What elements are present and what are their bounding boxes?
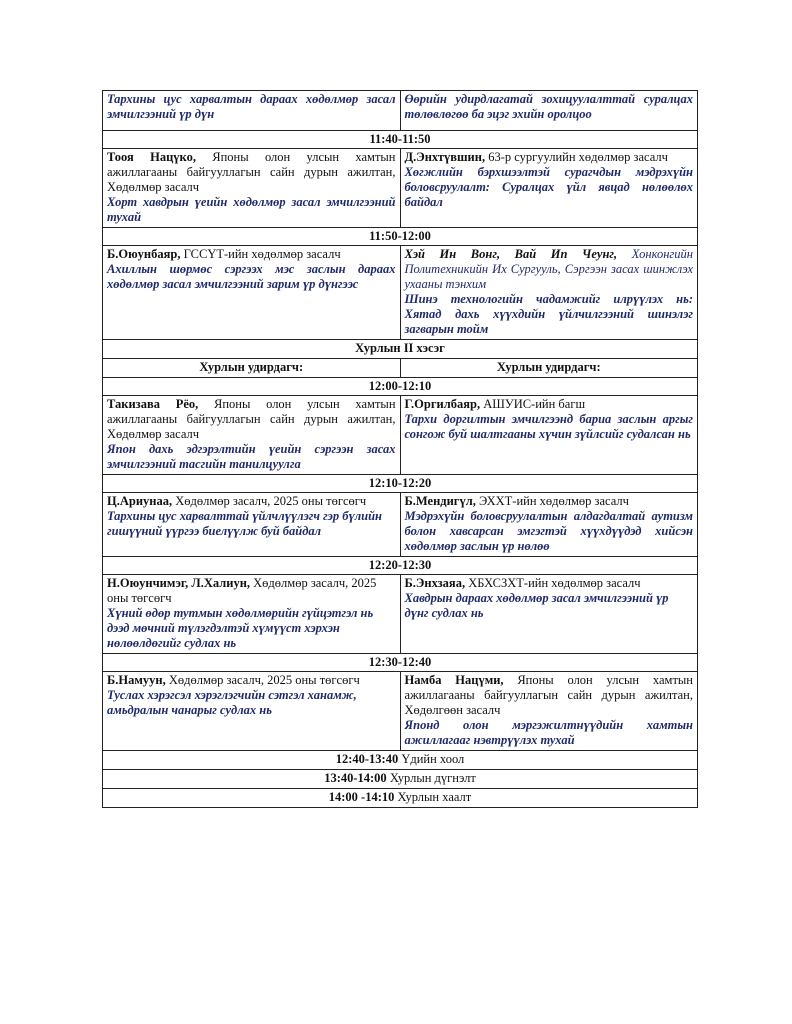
session-cell-right [400,493,698,557]
session-cell-left [103,396,401,475]
speaker-affiliation: Хөдөлмөр засалч, 2025 оны төгсөгч [107,576,377,605]
talk-topic: Туслах хэрэгсэл хэрэглэгчийн сэтгэл ханамж, амьдралын чанарыг судлах нь [107,688,357,717]
time-slot-row [103,378,698,396]
speaker-name: Ц.Ариунаа, [107,494,173,508]
speaker-name: Г.Оргилбаяр, [404,397,481,411]
closing-label: Үдийн хоол [398,752,465,766]
time-slot-row [103,228,698,246]
talk-topic: Хүний өдөр тутмын хөдөлмөрийн гүйцэтгэл нь дээд мөчний түлэгдэлтэй хүмүүст хэрхэн нөлөөлдөгийг судлах нь [107,606,374,650]
table-row [103,575,698,654]
time-slot: 12:30-12:40 [103,654,698,672]
session-cell-right [400,575,698,654]
table-row [103,149,698,228]
session-cell-right [400,672,698,751]
time-slot-row [103,557,698,575]
time-slot-row [103,654,698,672]
speaker-affiliation: 63-р сургуулийн хөдөлмөр засалч [485,150,668,164]
schedule-table [102,90,698,808]
session-cell-right [400,246,698,340]
closing-label: Хурлын хаалт [394,790,472,804]
session-cell-left [103,149,401,228]
speaker-affiliation: ХБХСЗХТ-ийн хөдөлмөр засалч [465,576,641,590]
closing-time: 12:40-13:40 [335,752,399,766]
closing-slot [103,751,698,770]
speaker-name: Намба Нацүми, [404,673,504,687]
talk-topic: Шинэ технологийн чадамжийг илрүүлэх нь: Хятад дахь хүүхдийн үйлчилгээний шинэлэг загварын тойм [404,292,693,336]
speaker-affiliation: Японы олон улсын хамтын ажиллагааны байгууллагын сайн дурын ажилтан, Хөдөлмөр засалч [107,397,396,441]
session-cell-right [400,149,698,228]
closing-row [103,789,698,808]
table-row [103,246,698,340]
section-title: Хурлын II хэсэг [103,340,698,359]
session-cell-right [400,91,698,131]
time-slot: 11:50-12:00 [103,228,698,246]
moderator-label-left: Хурлын удирдагч: [103,359,401,378]
table-row [103,672,698,751]
speaker-name: Хэй Ин Вонг, Вай Ип Чеунг, [404,247,618,261]
speaker-affiliation: Хонконгийн Политехникийн Их Сургууль, Сэргээн засах шинжлэх ухааны тэнхим [404,247,693,291]
time-slot: 12:20-12:30 [103,557,698,575]
speaker-name: Тооя Нацүко, [107,150,196,164]
moderator-row [103,359,698,378]
moderator-label-right: Хурлын удирдагч: [400,359,698,378]
schedule-page [102,90,698,808]
talk-topic: Тархины цус харвалттай үйлчлүүлэгч гэр бүлийн гишүүний үүргээ биелүүлж буй байдал [107,509,382,538]
talk-topic: Тархи доргилтын эмчилгээнд бариа заслын аргыг сонгож буй шалтгааны хүчин зүйлсийг судалсан нь [404,412,693,441]
speaker-affiliation: Хөдөлмөр засалч, 2025 оны төгсөгч [165,673,360,687]
session-cell-left [103,575,401,654]
session-cell-left [103,672,401,751]
table-row [103,91,698,131]
speaker-affiliation: ГССҮТ-ийн хөдөлмөр засалч [180,247,341,261]
talk-topic: Хавдрын дараах хөдөлмөр засал эмчилгээний үр дүнг судлах нь [404,591,669,620]
speaker-name: Такизава Рёо, [107,397,199,411]
closing-slot [103,789,698,808]
time-slot-row [103,131,698,149]
closing-time: 13:40-14:00 [324,771,387,785]
speaker-affiliation: АШУИС-ийн багш [480,397,586,411]
session-cell-right [400,396,698,475]
talk-topic: Хорт хавдрын үеийн хөдөлмөр засал эмчилгээний тухай [107,195,396,224]
speaker-affiliation: Японы олон улсын хамтын ажиллагааны байгууллагын сайн дурын ажилтан, Хөдөлмөр засалч [107,150,396,194]
speaker-name: Б.Энхзаяа, [404,576,466,590]
time-slot-row [103,475,698,493]
talk-topic: Японд олон мэргэжилтнүүдийн хамтын ажиллагааг нэвтрүүлэх тухай [404,718,693,747]
closing-slot [103,770,698,789]
closing-label: Хурлын дүгнэлт [386,771,476,785]
section-row [103,340,698,359]
talk-topic: Япон дахь эдгэрэлтийн үеийн сэргээн засах эмчилгээний тасгийн танилцуулга [107,442,396,471]
closing-time: 14:00 -14:10 [328,790,395,804]
speaker-name: Б.Оюунбаяр, [107,247,181,261]
talk-topic: Өөрийн удирдлагатай зохицуулалттай суралцах төлөвлөгөө ба эцэг эхийн оролцоо [404,92,693,121]
closing-row [103,770,698,789]
session-cell-left [103,246,401,340]
speaker-affiliation: ЭХХТ-ийн хөдөлмөр засалч [475,494,629,508]
table-row [103,493,698,557]
table-row [103,396,698,475]
speaker-name: Б.Мендигүл, [404,494,476,508]
talk-topic: Ахиллын шөрмөс сэргээх мэс заслын дараах хөдөлмөр засал эмчилгээний зарим үр дүнгээс [107,262,396,291]
talk-topic: Мэдрэхүйн боловсруулалтын алдагдалтай аутизм болон хавсарсан эмгэгтэй хүүхдүүдэд хийсэн хөдөлмөр заслын үр нөлөө [404,509,693,553]
talk-topic: Хөгжлийн бэрхшээлтэй сурагчдын мэдрэхүйн боловсруулалт: Суралцах үйл явцад нөлөөлөх байдал [404,165,693,209]
time-slot: 12:10-12:20 [103,475,698,493]
speaker-name: Д.Энхтүвшин, [404,150,486,164]
session-cell-left [103,91,401,131]
speaker-affiliation: Хөдөлмөр засалч, 2025 оны төгсөгч [172,494,367,508]
closing-row [103,751,698,770]
speaker-name: Н.Оюунчимэг, Л.Халиун, [107,576,251,590]
time-slot: 11:40-11:50 [103,131,698,149]
session-cell-left [103,493,401,557]
speaker-affiliation: Японы олон улсын хамтын ажиллагааны байгууллагын сайн дурын ажилтан, Хөдөлгөөн засалч [404,673,693,717]
talk-topic: Тархины цус харвалтын дараах хөдөлмөр засал эмчилгээний үр дүн [107,92,396,121]
speaker-name: Б.Намуун, [107,673,166,687]
time-slot: 12:00-12:10 [103,378,698,396]
